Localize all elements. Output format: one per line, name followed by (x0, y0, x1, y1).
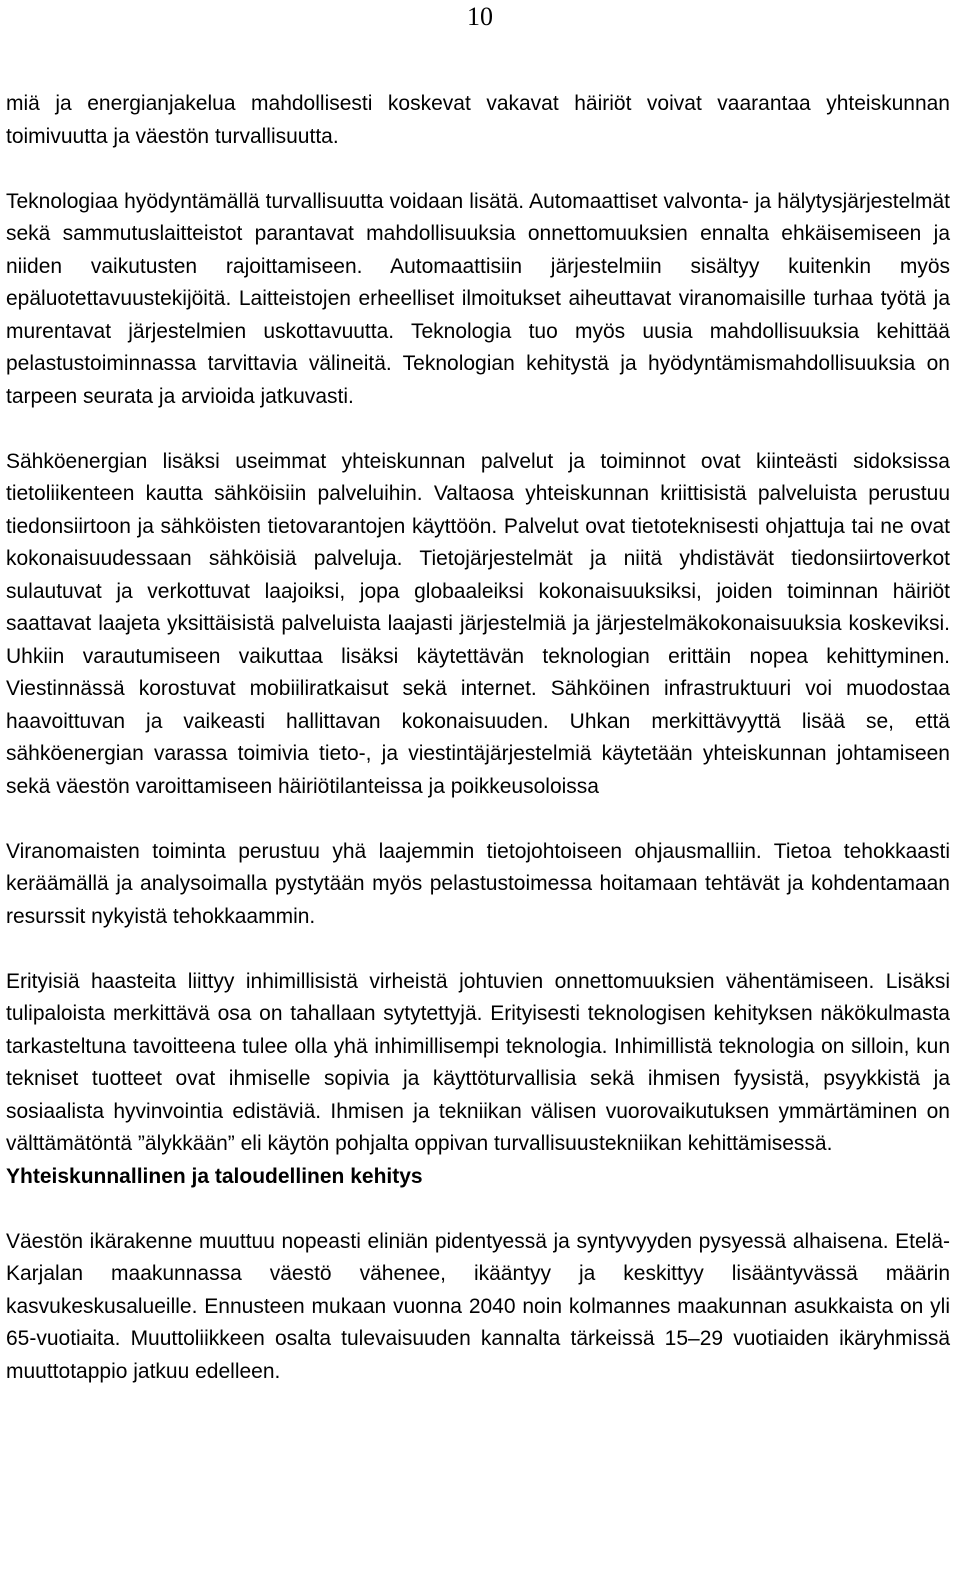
paragraph-2: Teknologiaa hyödyntämällä turvallisuutta voidaan lisätä. Automaattiset valvonta- ja hälytysjärjestelmät sekä sammutuslaitteistot parantavat mahdollisuuksia onnettomuuksien ennalta ehkäisemiseen ja niiden vaikutusten rajoittamiseen. Automaattisiin järjestelmiin sisältyy kuitenkin myös epäluotettavuustekijöitä. Laitteistojen erheelliset ilmoitukset aiheuttavat viranomaisille turhaa työtä ja murentavat järjestelmien uskottavuutta. Teknologia tuo myös uusia mahdollisuuksia kehittää pelastustoiminnassa tarvittavia välineitä. Teknologian kehitystä ja hyödyntämismahdollisuuksia on tarpeen seurata ja arvioida jatkuvasti. (6, 189, 950, 408)
paragraph-5: Erityisiä haasteita liittyy inhimillisistä virheistä johtuvien onnettomuuksien vähentämiseen. Lisäksi tulipaloista merkittävä osa on tahallaan sytytettyjä. Erityisesti teknologisen kehityksen näkökulmasta tarkasteltuna tavoitteena tulee olla yhä inhimillisempi teknologia. Inhimillistä teknologia on silloin, kun tekniset tuotteet ovat ihmiselle sopivia ja käyttöturvallisia sekä ihmisen fyysistä, psyykkistä ja sosiaalista hyvinvointia edistäviä. Ihmisen ja tekniikan välisen vuorovaikutuksen ymmärtäminen on välttämätöntä ”älykkään” eli käytön pohjalta oppivan turvallisuustekniikan kehittämisessä. (6, 969, 950, 1155)
paragraph-4: Viranomaisten toiminta perustuu yhä laajemmin tietojohtoiseen ohjausmalliin. Tietoa tehokkaasti keräämällä ja analysoimalla pystytään myös pelastustoimessa hoitamaan tehtävät ja kohdentamaan resurssit nykyistä tehokkaammin. (6, 839, 950, 928)
page-number: 10 (467, 2, 493, 31)
section-paragraph: Väestön ikärakenne muuttuu nopeasti eliniän pidentyessä ja syntyvyyden pysyessä alhaisena. Etelä-Karjalan maakunnassa väestö vähenee, ikääntyy ja keskittyy lisääntyvässä määrin kasvukeskusalueille. Ennusteen mukaan vuonna 2040 noin kolmannes maakunnan asukkaista on yli 65-vuotiaita. Muuttoliikkeen osalta tulevaisuuden kannalta tärkeissä 15–29 vuotiaiden ikäryhmissä muuttotappio jatkuu edelleen. (6, 1229, 950, 1383)
section-heading: Yhteiskunnallinen ja taloudellinen kehitys (6, 1164, 423, 1188)
document-body (6, 88, 950, 1388)
paragraph-1: miä ja energianjakelua mahdollisesti koskevat vakavat häiriöt voivat vaarantaa yhteiskunnan toimivuutta ja väestön turvallisuutta. (6, 92, 950, 148)
paragraph-3: Sähköenergian lisäksi useimmat yhteiskunnan palvelut ja toiminnot ovat kiinteästi sidoksissa tietoliikenteen kautta sähköisiin palveluihin. Valtaosa yhteiskunnan kriittisistä palveluista perustuu tiedonsiirtoon ja sähköisten tietovarantojen käyttöön. Palvelut ovat tietoteknisesti ohjattuja tai ne ovat kokonaisuudessaan sähköisiä palveluja. Tietojärjestelmät ja niitä yhdistävät tiedonsiirtoverkot sulautuvat ja verkottuvat laajoiksi, jopa globaaleiksi kokonaisuuksiksi, joiden toiminnan häiriöt saattavat laajeta yksittäisistä palveluista laajasti järjestelmiä ja järjestelmäkokonaisuuksia koskeviksi. Uhkiin varautumiseen vaikuttaa lisäksi käytettävän teknologian erittäin nopea kehittyminen. Viestinnässä korostuvat mobiiliratkaisut sekä internet. Sähköinen infrastruktuuri voi muodostaa haavoittuvan ja vaikeasti hallittavan kokonaisuuden. Uhkan merkittävyyttä lisää se, että sähköenergian varassa toimivia tieto-, ja viestintäjärjestelmiä käytetään yhteiskunnan johtamiseen sekä väestön varoittamiseen häiriötilanteissa ja poikkeusoloissa (6, 449, 950, 798)
